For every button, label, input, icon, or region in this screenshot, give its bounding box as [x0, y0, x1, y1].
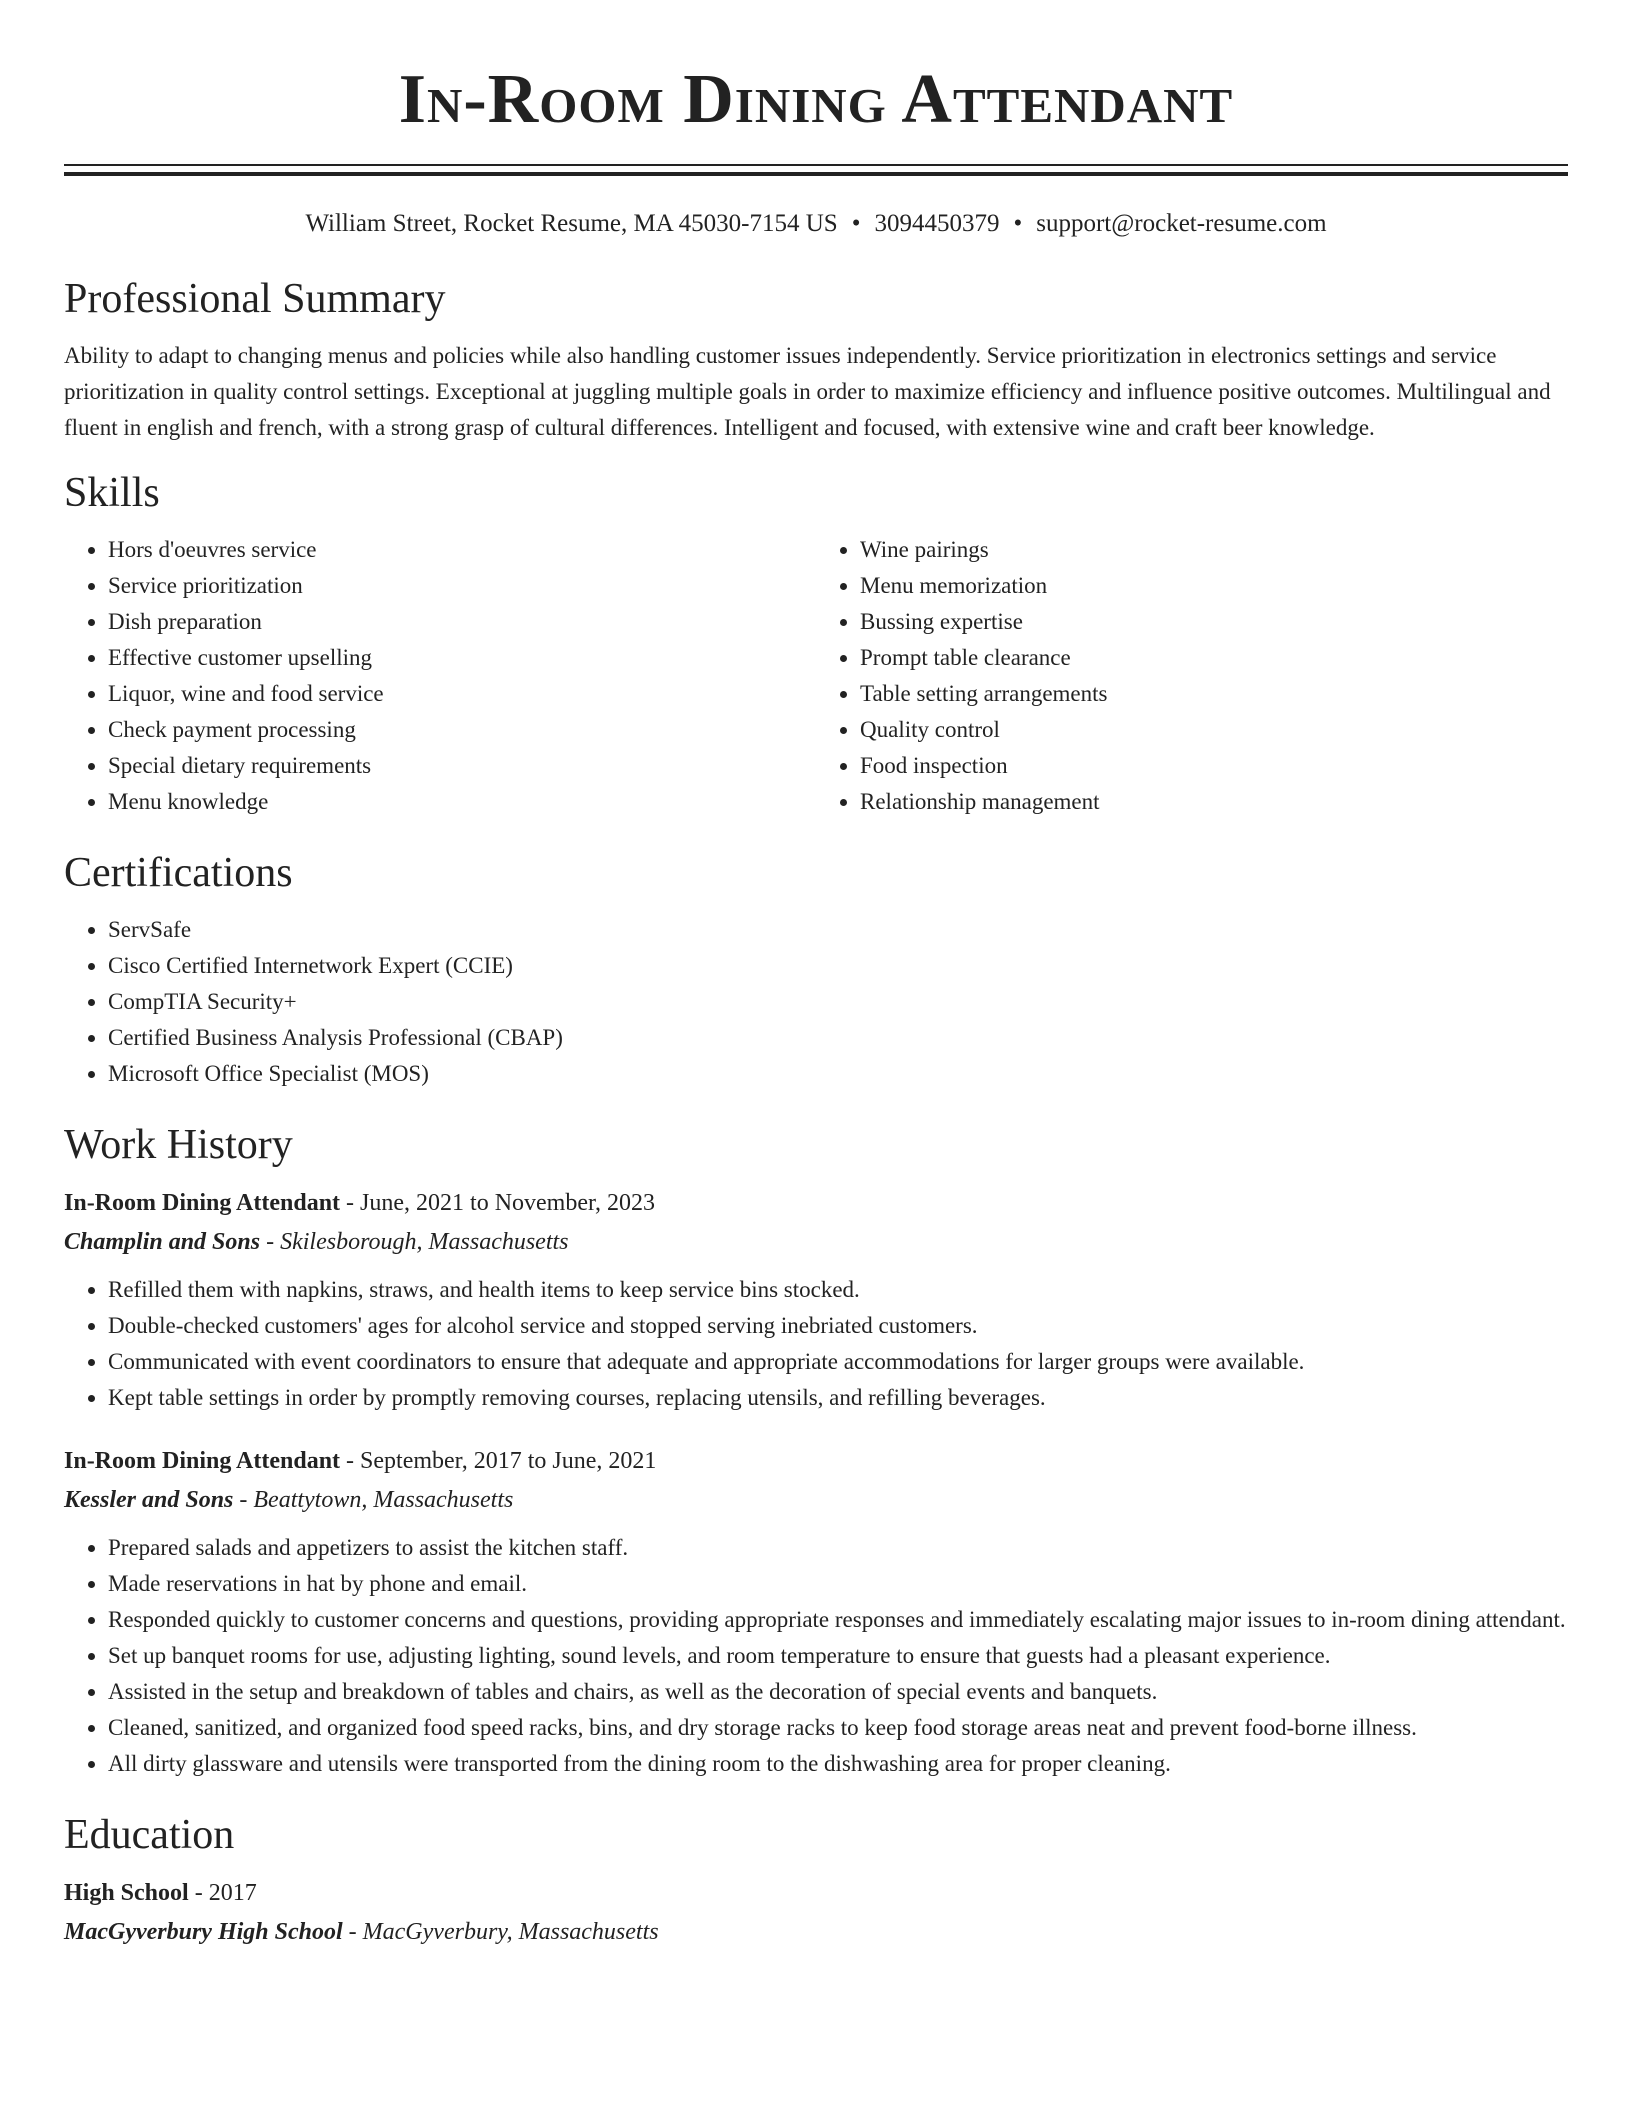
- duty-item: • Cleaned, sanitized, and organized food speed racks, bins, and dry storage racks to keep food storage areas neat and prevent food-borne illness.: [108, 1710, 1568, 1746]
- skills-column-left: [64, 532, 816, 820]
- certification-item: • Microsoft Office Specialist (MOS): [108, 1056, 1568, 1092]
- skill-item: • Dish preparation: [108, 604, 816, 640]
- skill-item: • Liquor, wine and food service: [108, 676, 816, 712]
- contact-separator: •: [1013, 210, 1023, 237]
- job-company-line: [64, 1222, 1568, 1262]
- education-entry: [64, 1874, 1568, 1952]
- contact-separator: •: [851, 210, 861, 237]
- contact-address: William Street, Rocket Resume, MA 45030-7154 US: [305, 210, 838, 237]
- job-location: - Beattytown, Massachusetts: [233, 1487, 514, 1513]
- page-title: In-Room Dining Attendant: [398, 61, 1234, 138]
- job-dates: - June, 2021 to November, 2023: [340, 1190, 656, 1216]
- contact-phone: 3094450379: [874, 210, 1000, 237]
- education-heading: Education: [64, 1812, 235, 1858]
- duty-item: • Prepared salads and appetizers to assist the kitchen staff.: [108, 1530, 1568, 1566]
- skills-heading: Skills: [64, 470, 160, 516]
- education-school: MacGyverbury High School: [64, 1919, 343, 1945]
- skill-item: • Food inspection: [860, 748, 1568, 784]
- job-dates: - September, 2017 to June, 2021: [340, 1448, 657, 1474]
- skill-item: • Wine pairings: [860, 532, 1568, 568]
- duty-item: • Communicated with event coordinators to ensure that adequate and appropriate accommodations for larger groups were available.: [108, 1344, 1568, 1380]
- job-duties: [64, 1272, 1568, 1416]
- skill-item: • Effective customer upselling: [108, 640, 816, 676]
- summary-text: Ability to adapt to changing menus and policies while also handling customer issues independently. Service prioritization in electronics settings and service prioritization in quality control settings. Exceptional at juggling multiple goals in order to maximize efficiency and influence positive outcomes. Multilingual and fluent in english and french, with a strong grasp of cultural differences. Intelligent and focused, with extensive wine and craft beer knowledge.: [64, 343, 1551, 440]
- job-entry: [64, 1442, 1568, 1782]
- job-entry: [64, 1184, 1568, 1416]
- job-company: Champlin and Sons: [64, 1229, 261, 1255]
- education-location: - MacGyverbury, Massachusetts: [342, 1919, 659, 1945]
- duty-item: • Responded quickly to customer concerns and questions, providing appropriate responses and immediately escalating major issues to in-room dining attendant.: [108, 1602, 1568, 1638]
- certifications-heading: Certifications: [64, 850, 293, 896]
- skill-item: • Menu memorization: [860, 568, 1568, 604]
- education-year: - 2017: [188, 1880, 257, 1906]
- education-header: [64, 1874, 1568, 1912]
- skill-item: • Relationship management: [860, 784, 1568, 820]
- job-location: - Skilesborough, Massachusetts: [260, 1229, 569, 1255]
- duty-item: • Double-checked customers' ages for alcohol service and stopped serving inebriated customers.: [108, 1308, 1568, 1344]
- certification-item: • ServSafe: [108, 912, 1568, 948]
- contact-email: support@rocket-resume.com: [1036, 210, 1327, 237]
- certifications-list: [64, 912, 1568, 1092]
- title-divider: [64, 164, 1568, 166]
- job-header: [64, 1184, 1568, 1222]
- skill-item: • Service prioritization: [108, 568, 816, 604]
- job-title: In-Room Dining Attendant: [64, 1190, 341, 1216]
- title-divider-thick: [64, 172, 1568, 176]
- job-company: Kessler and Sons: [64, 1487, 234, 1513]
- skill-item: • Menu knowledge: [108, 784, 816, 820]
- skill-item: • Bussing expertise: [860, 604, 1568, 640]
- certification-item: • CompTIA Security+: [108, 984, 1568, 1020]
- job-company-line: [64, 1480, 1568, 1520]
- duty-item: • Refilled them with napkins, straws, and health items to keep service bins stocked.: [108, 1272, 1568, 1308]
- duty-item: • All dirty glassware and utensils were transported from the dining room to the dishwashing area for proper cleaning.: [108, 1746, 1568, 1782]
- skill-item: • Quality control: [860, 712, 1568, 748]
- education-degree: High School: [64, 1880, 189, 1906]
- skill-item: • Special dietary requirements: [108, 748, 816, 784]
- job-header: [64, 1442, 1568, 1480]
- skills-column-right: [816, 532, 1568, 820]
- summary-heading: Professional Summary: [64, 276, 446, 322]
- skills-list: [64, 532, 1568, 820]
- job-title: In-Room Dining Attendant: [64, 1448, 341, 1474]
- contact-line: [64, 208, 1568, 240]
- skill-item: • Prompt table clearance: [860, 640, 1568, 676]
- skill-item: • Check payment processing: [108, 712, 816, 748]
- skill-item: • Table setting arrangements: [860, 676, 1568, 712]
- certification-item: • Cisco Certified Internetwork Expert (CCIE): [108, 948, 1568, 984]
- duty-item: • Made reservations in hat by phone and email.: [108, 1566, 1568, 1602]
- job-duties: [64, 1530, 1568, 1782]
- duty-item: • Set up banquet rooms for use, adjusting lighting, sound levels, and room temperature to ensure that guests had a pleasant experience.: [108, 1638, 1568, 1674]
- work-history-heading: Work History: [64, 1122, 293, 1168]
- education-school-line: [64, 1912, 1568, 1952]
- duty-item: • Assisted in the setup and breakdown of tables and chairs, as well as the decoration of special events and banquets.: [108, 1674, 1568, 1710]
- skill-item: • Hors d'oeuvres service: [108, 532, 816, 568]
- certification-item: • Certified Business Analysis Professional (CBAP): [108, 1020, 1568, 1056]
- duty-item: • Kept table settings in order by promptly removing courses, replacing utensils, and refilling beverages.: [108, 1380, 1568, 1416]
